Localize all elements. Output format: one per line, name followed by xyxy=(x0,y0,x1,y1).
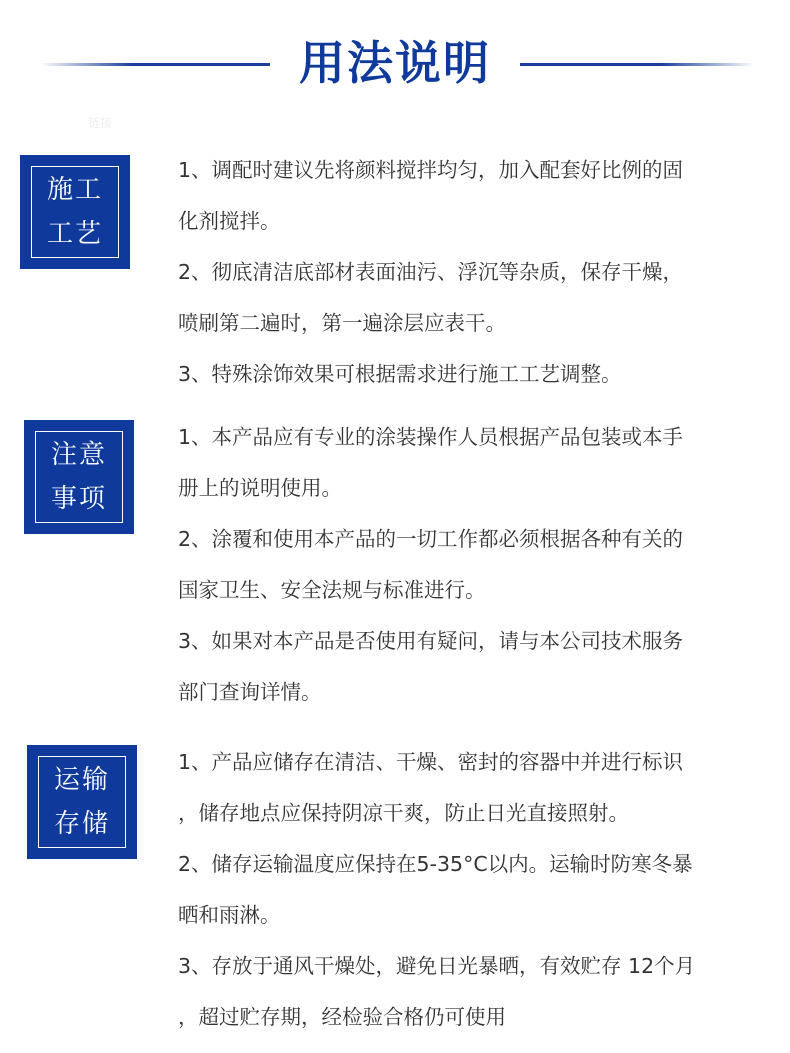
badge-line-1: 施工 xyxy=(46,175,103,205)
section-badge xyxy=(27,745,137,859)
text-line: 1、产品应储存在清洁、干燥、密封的容器中并进行标识 xyxy=(178,750,684,774)
watermark-text: 链接 xyxy=(88,116,113,130)
badge-frame xyxy=(35,431,123,523)
badge-line-1: 注意 xyxy=(50,440,107,470)
badge-frame xyxy=(31,166,119,258)
badge-line-2: 工艺 xyxy=(46,219,103,249)
text-line: ，超过贮存期，经检验合格仍可使用 xyxy=(178,1005,506,1029)
text-line: 3、存放于通风干燥处，避免日光暴晒，有效贮存 12个月 xyxy=(178,954,696,978)
text-line: 化剂搅拌。 xyxy=(178,209,281,233)
text-line: ，储存地点应保持阴凉干爽，防止日光直接照射。 xyxy=(178,801,629,825)
text-line: 2、储存运输温度应保持在5-35°C以内。运输时防寒冬暴 xyxy=(178,852,693,876)
text-line: 2、涂覆和使用本产品的一切工作都必须根据各种有关的 xyxy=(178,527,684,551)
section-badge xyxy=(24,420,134,534)
page-title: 用法说明 xyxy=(299,36,491,90)
badge-line-2: 事项 xyxy=(50,484,107,514)
section-content xyxy=(178,737,763,1043)
text-line: 国家卫生、安全法规与标准进行。 xyxy=(178,578,486,602)
text-line: 3、如果对本产品是否使用有疑问，请与本公司技术服务 xyxy=(178,629,684,653)
section-badge xyxy=(20,155,130,269)
badge-frame xyxy=(38,756,126,848)
text-line: 册上的说明使用。 xyxy=(178,476,342,500)
badge-line-1: 运输 xyxy=(53,765,110,795)
section-content xyxy=(178,412,763,718)
text-line: 1、本产品应有专业的涂装操作人员根据产品包装或本手 xyxy=(178,425,684,449)
text-line: 2、彻底清洁底部材表面油污、浮沉等杂质，保存干燥， xyxy=(178,260,684,284)
section-content xyxy=(178,145,763,400)
text-line: 3、特殊涂饰效果可根据需求进行施工工艺调整。 xyxy=(178,362,622,386)
header-divider-right xyxy=(520,63,755,66)
text-line: 部门查询详情。 xyxy=(178,680,322,704)
text-line: 晒和雨淋。 xyxy=(178,903,281,927)
text-line: 1、调配时建议先将颜料搅拌均匀，加入配套好比例的固 xyxy=(178,158,684,182)
text-line: 喷刷第二遍时，第一遍涂层应表干。 xyxy=(178,311,506,335)
header-divider-left xyxy=(40,63,270,66)
badge-line-2: 存储 xyxy=(53,809,110,839)
section-header xyxy=(0,28,790,98)
